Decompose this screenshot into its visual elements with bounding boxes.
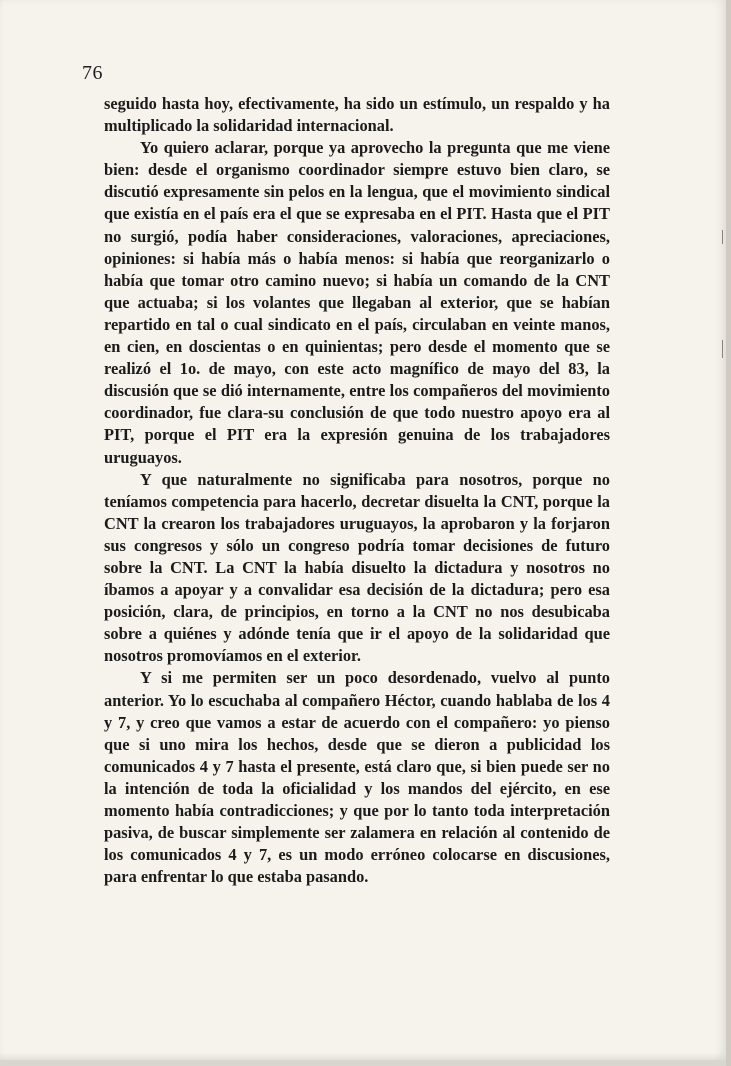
paragraph-3: Y que naturalmente no significaba para nosotros, porque no teníamos competencia para hacerlo, decretar disuelta la CNT, porque la CNT la crearon los trabajadores uruguayos, la aprobaron y la forjaron sus congresos y sólo un congreso podría tomar decisiones de futuro sobre la CNT. La CNT la había disuelto la dictadura y nosotros no íbamos a apoyar y a convalidar esa decisión de la dictadura; pero esa posición, clara, de principios, en torno a la CNT no nos desubicaba sobre a quiénes y adónde tenía que ir el apoyo de la solidaridad que nosotros promovíamos en el exterior. — [104, 469, 610, 666]
page-body — [104, 93, 610, 888]
margin-mark — [722, 340, 723, 358]
margin-mark — [722, 230, 723, 244]
paragraph-2: Yo quiero aclarar, porque ya aprovecho la pregunta que me viene bien: desde el organismo coordinador siempre estuvo bien claro, se discutió expresamente sin pelos en la lengua, que el movimiento sindical que existía en el país era el que se expresaba en el PIT. Hasta que el PIT no surgió, podía haber consideraciones, valoraciones, apreciaciones, opiniones: si había más o había menos: si había que reorganizarlo o había que tomar otro camino nuevo; si había un comando de la CNT que actuaba; si los volantes que llegaban al exterior, que se habían repartido en tal o cual sindicato en el país, circulaban en veinte manos, en cien, en doscientas o en quinientas; pero desde el momento que se realizó el 1o. de mayo, con este acto magnífico de mayo del 83, la discusión que se dió internamente, entre los compañeros del movimiento coordinador, fue clara-su conclusión de que todo nuestro apoyo era al PIT, porque el PIT era la expresión genuina de los trabajadores uruguayos. — [104, 138, 610, 467]
paragraph-1: seguido hasta hoy, efectivamente, ha sido un estímulo, un respaldo y ha multiplicado la solidaridad internacional. — [104, 94, 610, 136]
page-number: 76 — [82, 62, 103, 84]
paragraph-4: Y si me permiten ser un poco desordenado, vuelvo al punto anterior. Yo lo escuchaba al compañero Héctor, cuando hablaba de los 4 y 7, y creo que vamos a estar de acuerdo con el compañero: yo pienso que si uno mira los hechos, desde que se dieron a publicidad los comunicados 4 y 7 hasta el presente, está claro que, si bien puede ser no la intención de toda la oficialidad y los mandos del ejército, en ese momento había contradicciones; y que por lo tanto toda interpretación pasiva, de buscar simplemente ser zalamera en relación al contenido de los comunicados 4 y 7, es un modo erróneo colocarse en discusiones, para enfrentar lo que estaba pasando. — [104, 668, 610, 887]
page-edge — [726, 0, 731, 1066]
